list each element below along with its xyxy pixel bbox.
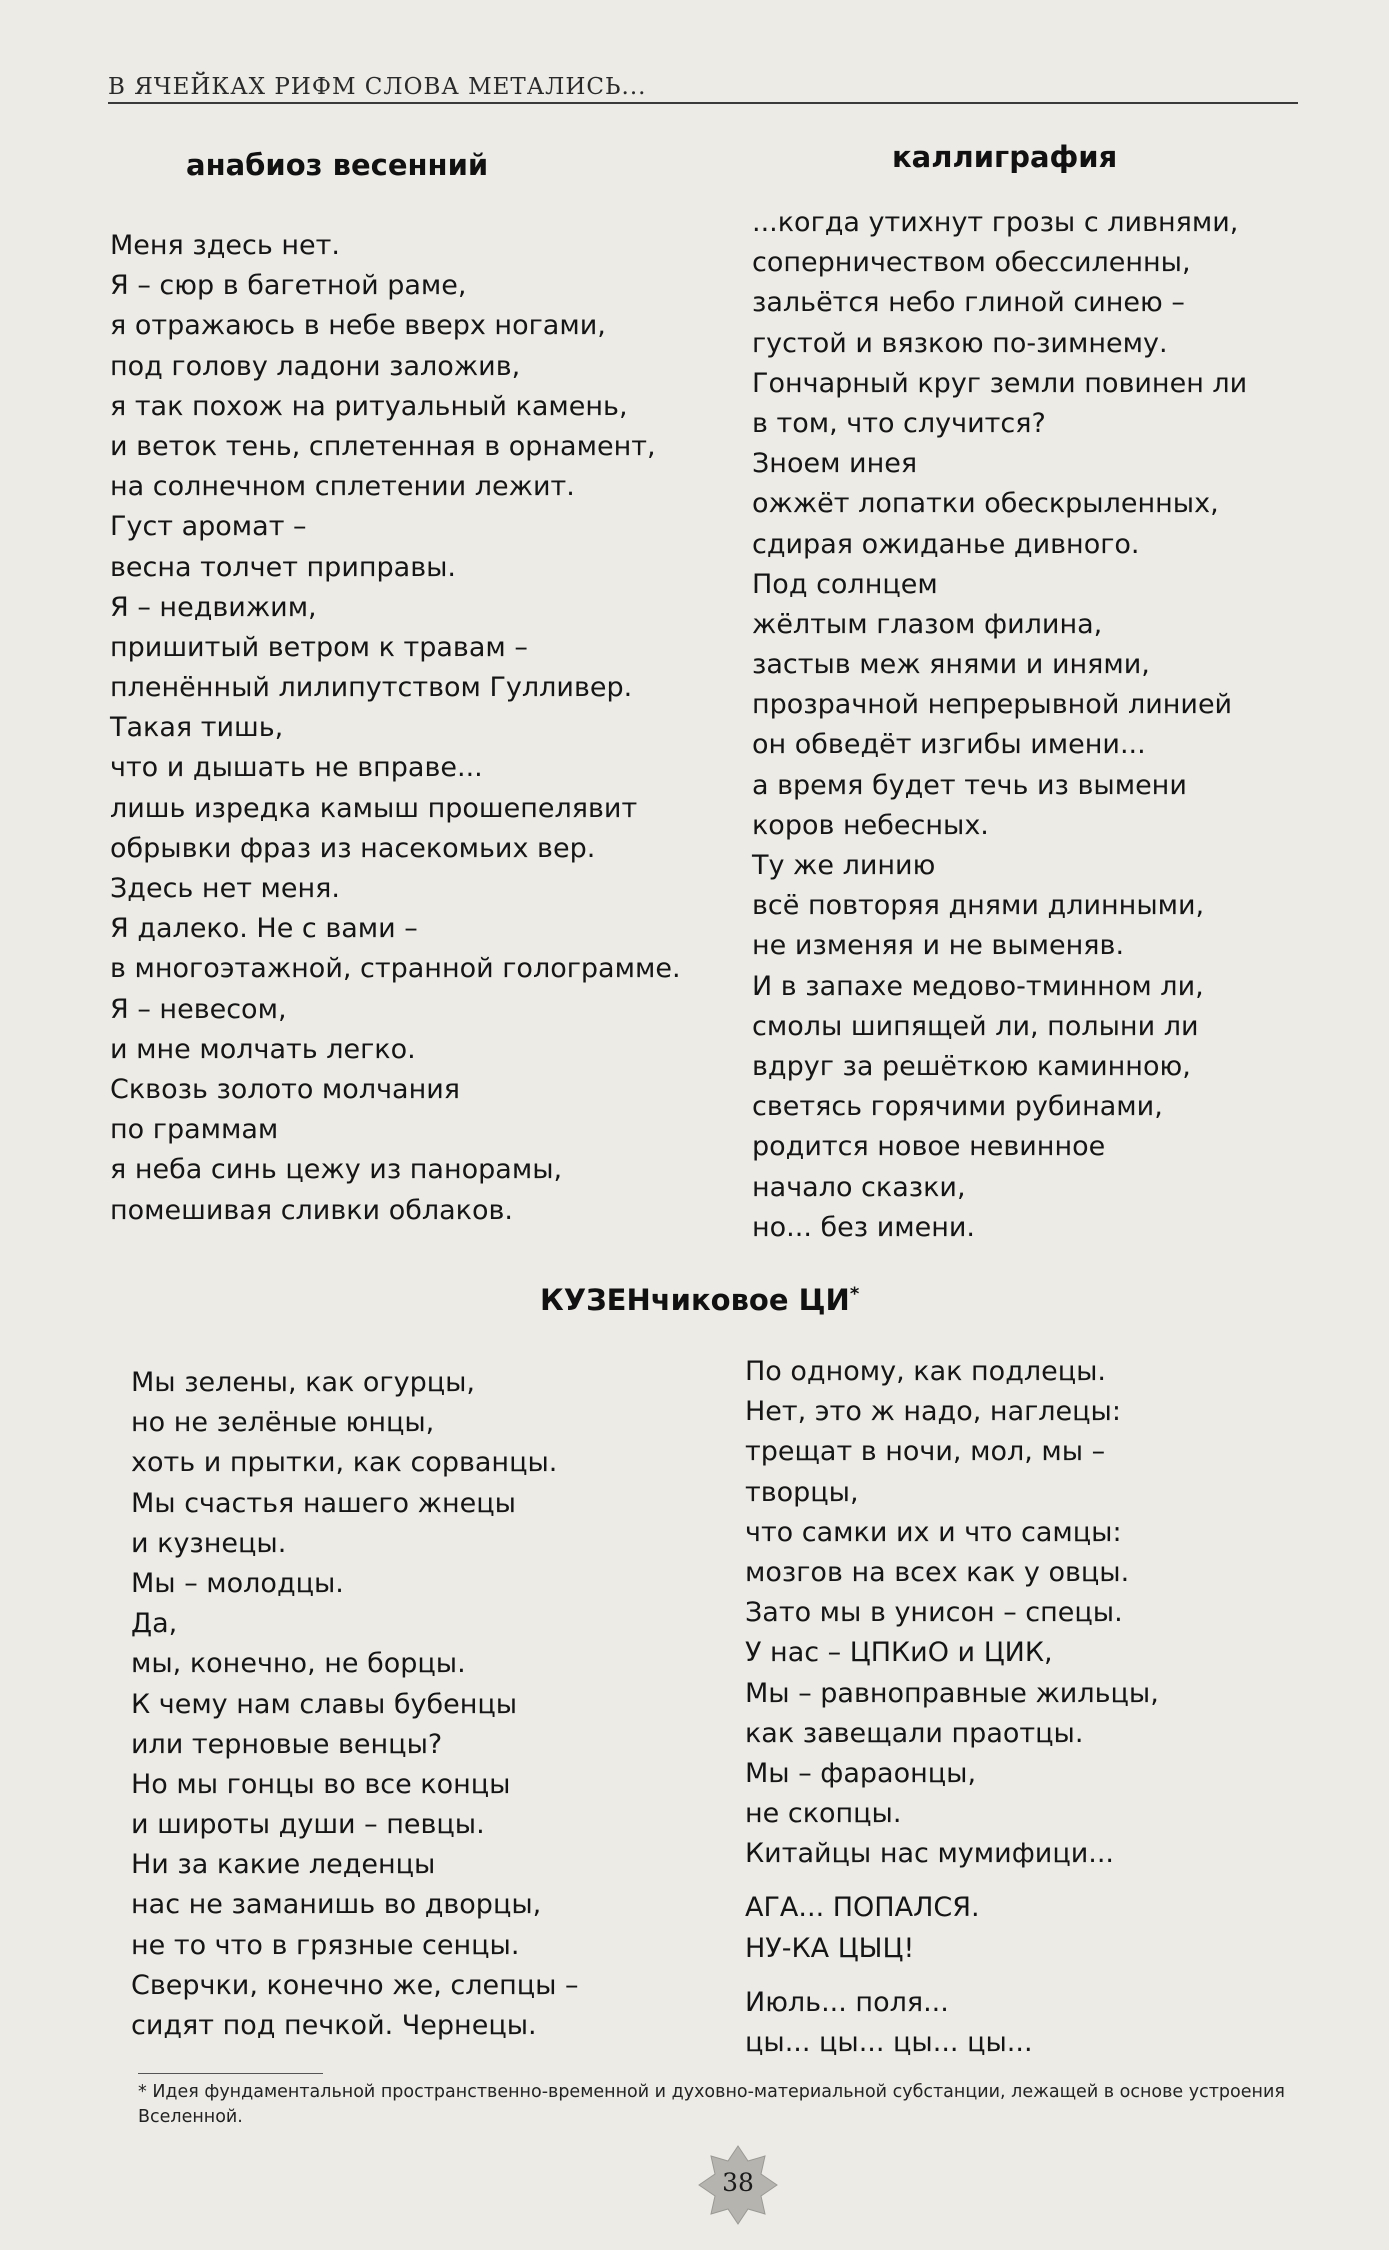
- poem-line: Гончарный круг земли повинен ли: [752, 367, 1248, 399]
- poem-line: Такая тишь,: [110, 712, 284, 744]
- poem-body-anabioz: [110, 226, 681, 1231]
- poem-line: творцы,: [745, 1476, 859, 1508]
- poem-line: соперничеством обессиленны,: [752, 247, 1191, 279]
- stanza-col2-a: [745, 1352, 1159, 1874]
- title-rest: чиковое ЦИ: [650, 1283, 850, 1317]
- poem-line: Меня здесь нет.: [110, 230, 340, 261]
- poem-line: нас не заманишь во дворцы,: [131, 1889, 542, 1921]
- poem-line: Но мы гонцы во все концы: [131, 1768, 511, 1800]
- poem-line: Мы счастья нашего жнецы: [131, 1487, 516, 1519]
- poem-line: светясь горячими рубинами,: [752, 1091, 1163, 1123]
- poem-line: что самки их и что самцы:: [745, 1516, 1122, 1548]
- page-number: 38: [722, 2168, 754, 2197]
- poem-line: Ни за какие леденцы: [131, 1849, 436, 1881]
- footnote-mark: *: [849, 1283, 860, 1305]
- poem-line: зальётся небо глиной синею –: [752, 287, 1185, 319]
- poem-line: Здесь нет меня.: [110, 873, 340, 904]
- stanza-col2-b: [745, 1888, 1159, 1968]
- poem-line: Зато мы в унисон – спецы.: [745, 1597, 1123, 1629]
- poem-line: пришитый ветром к травам –: [110, 631, 528, 663]
- poem-line: и веток тень, сплетенная в орнамент,: [110, 430, 656, 462]
- poem-line: По одному, как подлецы.: [745, 1356, 1107, 1387]
- poem-line: смолы шипящей ли, полыни ли: [752, 1010, 1199, 1042]
- poem-line: ...когда утихнут грозы с ливнями,: [752, 207, 1239, 238]
- poem-line: застыв меж янями и инями,: [752, 649, 1150, 681]
- poem-line: вдруг за решёткою каминною,: [752, 1050, 1191, 1082]
- poem-line: под голову ладони заложив,: [110, 350, 521, 382]
- footnote: * Идея фундаментальной пространственно-временной и духовно-материальной субстанции, лежащей в основе устроения Вселенной.: [138, 2082, 1285, 2127]
- poem-line: я отражаюсь в небе вверх ногами,: [110, 310, 606, 342]
- poem-line: начало сказки,: [752, 1171, 966, 1203]
- poem-line: У нас – ЦПКиО и ЦИК,: [745, 1637, 1053, 1669]
- poem-line: и широты души – певцы.: [131, 1809, 485, 1841]
- poem-title-kuzenchikovoe: [540, 1283, 859, 1317]
- poem-line: и кузнецы.: [131, 1527, 287, 1559]
- poem-body-kuzenchikovoe-col1: [131, 1363, 579, 2046]
- header-rule: [108, 102, 1298, 104]
- poem-line: Мы – равноправные жильцы,: [745, 1677, 1159, 1709]
- poem-body-kalligrafiya: [752, 203, 1247, 1248]
- poem-line: цы... цы... цы... цы...: [745, 2027, 1033, 2058]
- poem-line: всё повторяя днями длинными,: [752, 890, 1205, 922]
- poem-line: как завещали праотцы.: [745, 1717, 1084, 1749]
- poem-line: я неба синь цежу из панорамы,: [110, 1154, 563, 1186]
- poem-line: Сквозь золото молчания: [110, 1073, 461, 1105]
- poem-line: Зноем инея: [752, 448, 918, 480]
- stanza-gap: [745, 1874, 1159, 1888]
- poem-line: но... без имени.: [752, 1211, 976, 1243]
- poem-line: мозгов на всех как у овцы.: [745, 1556, 1130, 1588]
- poem-body-kuzenchikovoe-col2: [745, 1352, 1159, 2063]
- poem-line: прозрачной непрерывной линией: [752, 689, 1233, 721]
- poem-line: Ту же линию: [752, 850, 936, 881]
- poem-line: пленённый лилипутством Гулливер.: [110, 672, 633, 704]
- poem-line: коров небесных.: [752, 809, 989, 841]
- poem-line: а время будет течь из вымени: [752, 769, 1187, 801]
- poem-line: весна толчет приправы.: [110, 551, 457, 583]
- poem-line: и мне молчать легко.: [110, 1033, 416, 1065]
- poem-line: ожжёт лопатки обескрыленных,: [752, 488, 1219, 520]
- poem-line: Густ аромат –: [110, 511, 307, 543]
- poem-line: Я – сюр в багетной раме,: [110, 270, 467, 302]
- poem-line: обрывки фраз из насекомьих вер.: [110, 832, 596, 864]
- poem-line: он обведёт изгибы имени...: [752, 729, 1146, 761]
- poem-line: не скопцы.: [745, 1798, 902, 1830]
- poem-line: Я – невесом,: [110, 993, 287, 1025]
- poem-line: Сверчки, конечно же, слепцы –: [131, 1969, 579, 2001]
- poem-line: НУ-КА ЦЫЦ!: [745, 1932, 915, 1964]
- poem-line: хоть и прытки, как сорванцы.: [131, 1447, 558, 1479]
- running-header: В ЯЧЕЙКАХ РИФМ СЛОВА МЕТАЛИСЬ...: [108, 74, 647, 100]
- poem-line: Мы – фараонцы,: [745, 1757, 977, 1789]
- poem-line: Под солнцем: [752, 568, 938, 600]
- poem-line: АГА... ПОПАЛСЯ.: [745, 1892, 980, 1924]
- stanza-gap: [745, 1969, 1159, 1983]
- poem-line: Июль... поля...: [745, 1986, 949, 2018]
- poem-line: в том, что случится?: [752, 407, 1046, 439]
- poem-line: мы, конечно, не борцы.: [131, 1648, 466, 1680]
- poem-line: Мы зелены, как огурцы,: [131, 1367, 476, 1398]
- poem-line: Я далеко. Не с вами –: [110, 913, 418, 945]
- poem-line: Да,: [131, 1608, 178, 1640]
- poem-line: или терновые венцы?: [131, 1728, 443, 1760]
- poem-line: жёлтым глазом филина,: [752, 608, 1103, 640]
- poem-line: родится новое невинное: [752, 1131, 1106, 1163]
- poem-line: я так похож на ритуальный камень,: [110, 390, 628, 422]
- poem-title-kalligrafiya: каллиграфия: [892, 140, 1118, 174]
- poem-line: на солнечном сплетении лежит.: [110, 471, 575, 503]
- poem-line: К чему нам славы бубенцы: [131, 1688, 518, 1720]
- poem-line: помешивая сливки облаков.: [110, 1194, 513, 1226]
- poem-line: по граммам: [110, 1114, 279, 1146]
- poem-line: но не зелёные юнцы,: [131, 1407, 435, 1439]
- poem-line: не изменяя и не выменяв.: [752, 930, 1125, 962]
- poem-line: Нет, это ж надо, наглецы:: [745, 1396, 1121, 1428]
- poem-line: густой и вязкою по-зимнему.: [752, 327, 1168, 359]
- title-caps: КУЗЕН: [540, 1283, 651, 1317]
- poem-line: сдирая ожиданье дивного.: [752, 528, 1140, 560]
- poem-line: что и дышать не вправе...: [110, 752, 483, 784]
- poem-line: в многоэтажной, странной голограмме.: [110, 953, 681, 985]
- poem-line: Я – недвижим,: [110, 591, 317, 623]
- poem-line: лишь изредка камыш прошепелявит: [110, 792, 638, 824]
- poem-line: не то что в грязные сенцы.: [131, 1929, 520, 1961]
- page-number-badge: [697, 2144, 779, 2226]
- poem-line: И в запахе медово-тминном ли,: [752, 970, 1204, 1002]
- poem-line: сидят под печкой. Чернецы.: [131, 2010, 537, 2041]
- footnote-rule: [138, 2073, 323, 2074]
- poem-line: Китайцы нас мумифици...: [745, 1838, 1115, 1870]
- poem-line: Мы – молодцы.: [131, 1567, 344, 1599]
- poem-title-anabioz: анабиоз весенний: [186, 148, 489, 182]
- stanza-col2-c: [745, 1983, 1159, 2063]
- poem-line: трещат в ночи, мол, мы –: [745, 1436, 1106, 1468]
